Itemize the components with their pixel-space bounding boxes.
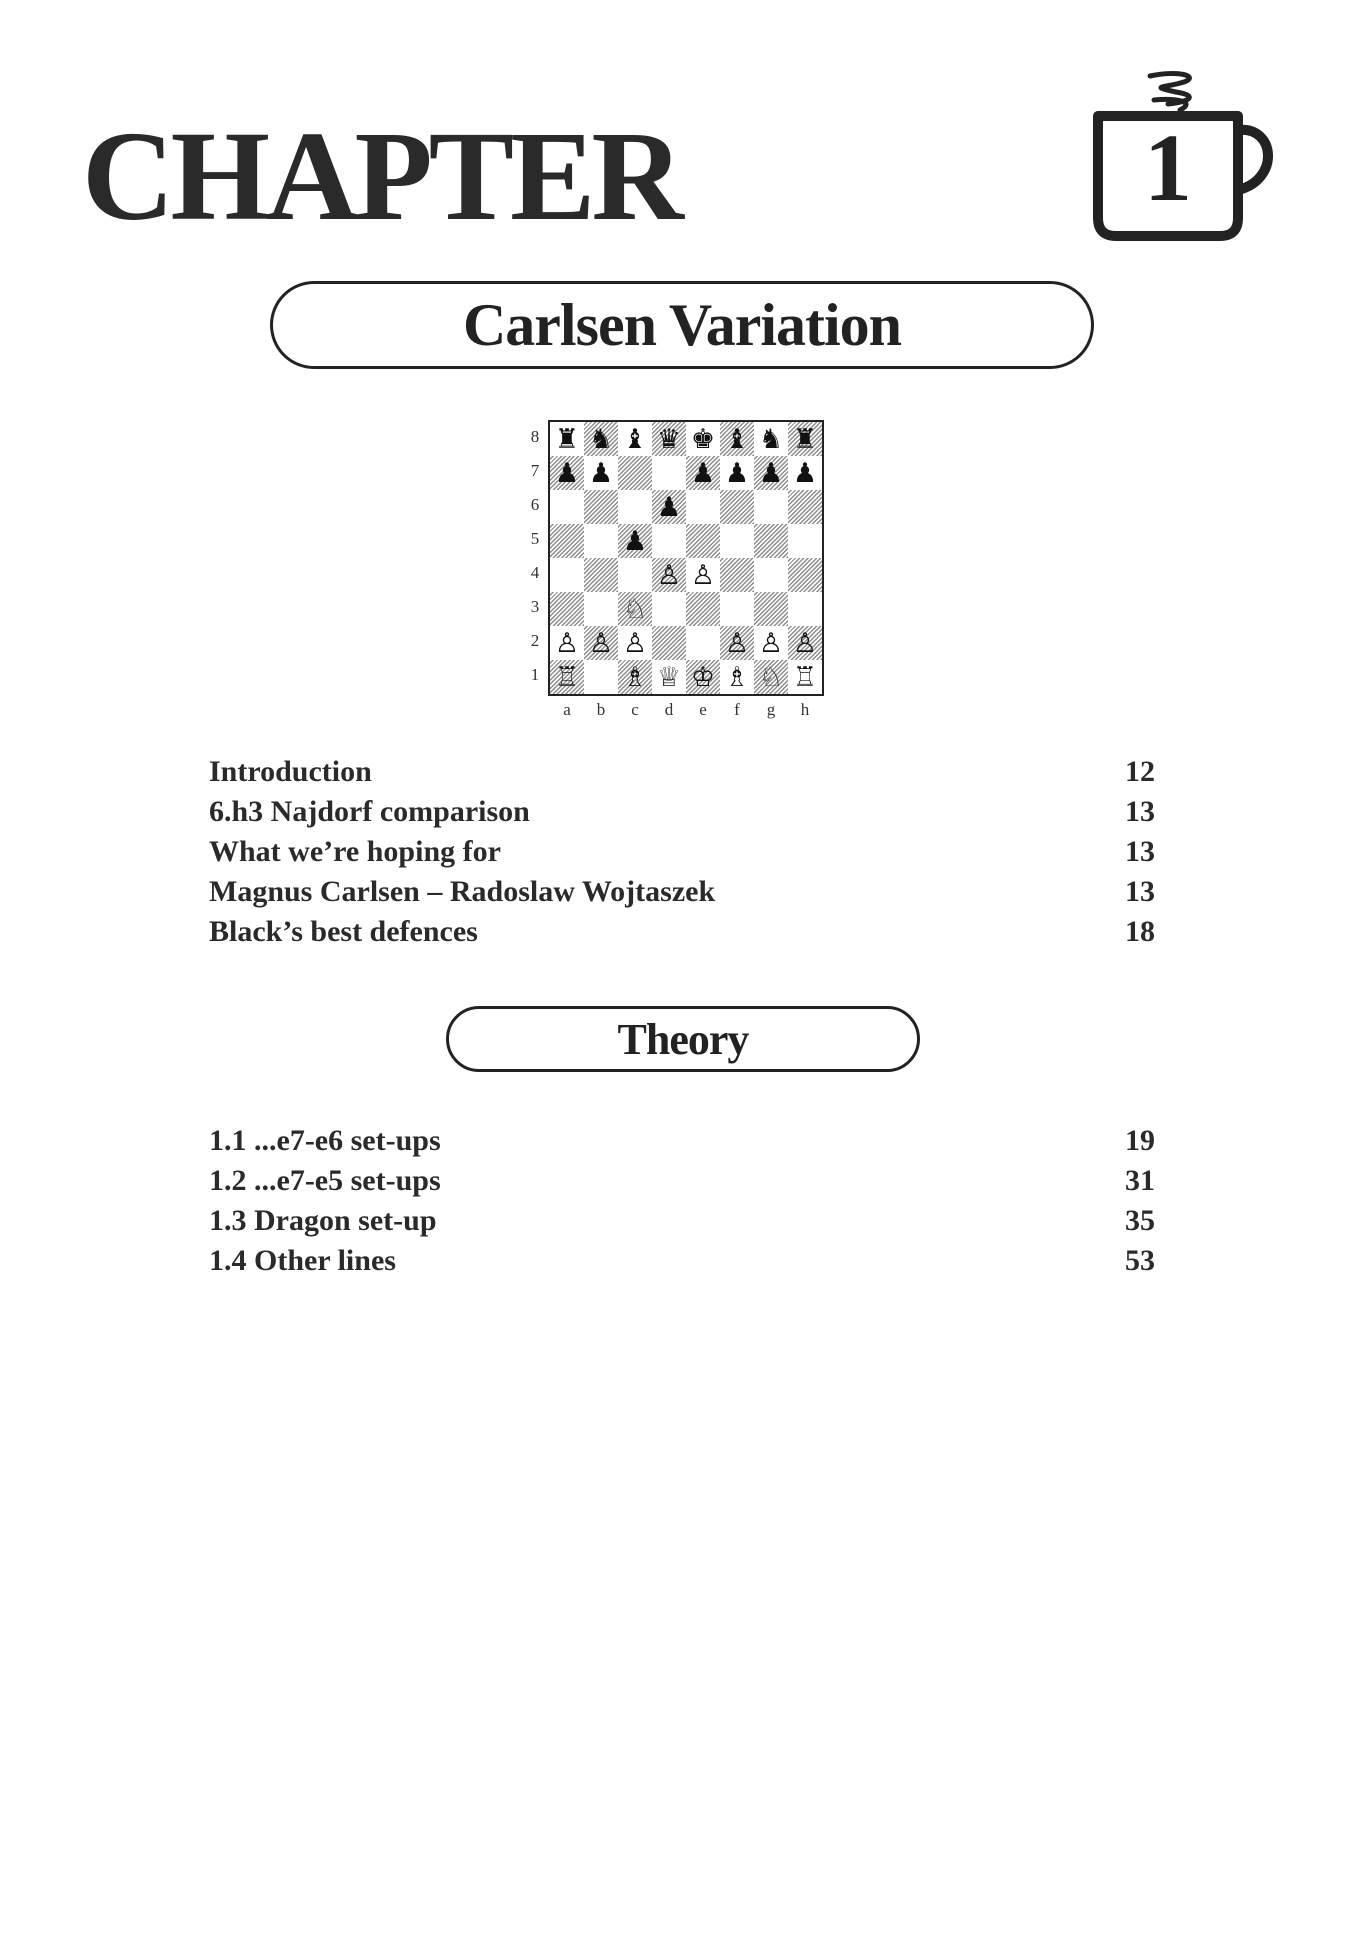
theory-entry bbox=[209, 1121, 1155, 1161]
square-d7 bbox=[652, 456, 686, 490]
entry-label: Magnus Carlsen – Radoslaw Wojtaszek bbox=[209, 875, 716, 908]
file-label: d bbox=[664, 700, 674, 719]
square-g3 bbox=[754, 592, 788, 626]
entry-page: 13 bbox=[1125, 835, 1155, 868]
square-c3 bbox=[618, 592, 652, 626]
chess-piece: ♔ bbox=[690, 661, 716, 693]
chess-piece: ♞ bbox=[758, 423, 784, 455]
square-g6 bbox=[754, 490, 788, 524]
square-b2 bbox=[584, 626, 618, 660]
entry-label: 1.2 ...e7-e5 set-ups bbox=[209, 1164, 441, 1197]
chess-piece: ♘ bbox=[758, 661, 784, 693]
square-a3 bbox=[550, 592, 584, 626]
chess-piece: ♖ bbox=[792, 661, 818, 693]
rank-label: 6 bbox=[530, 495, 540, 514]
rank-label: 5 bbox=[530, 529, 540, 548]
square-g2 bbox=[754, 626, 788, 660]
square-d2 bbox=[652, 626, 686, 660]
square-d3 bbox=[652, 592, 686, 626]
square-f8 bbox=[720, 422, 754, 456]
entry-page: 18 bbox=[1125, 915, 1155, 948]
square-c2 bbox=[618, 626, 652, 660]
square-g5 bbox=[754, 524, 788, 558]
rank-label: 4 bbox=[530, 563, 540, 582]
chess-piece: ♙ bbox=[758, 627, 784, 659]
theory-title-banner bbox=[446, 1006, 920, 1072]
square-b6 bbox=[584, 490, 618, 524]
entry-page: 35 bbox=[1125, 1204, 1155, 1237]
square-h5 bbox=[788, 524, 822, 558]
file-label: b bbox=[596, 700, 606, 719]
chess-piece: ♗ bbox=[724, 661, 750, 693]
square-e6 bbox=[686, 490, 720, 524]
contents-entry bbox=[209, 912, 1155, 952]
square-h4 bbox=[788, 558, 822, 592]
chess-piece: ♕ bbox=[656, 661, 682, 693]
square-e3 bbox=[686, 592, 720, 626]
contents-entry bbox=[209, 832, 1155, 872]
chess-piece: ♝ bbox=[724, 423, 750, 455]
square-f4 bbox=[720, 558, 754, 592]
square-h3 bbox=[788, 592, 822, 626]
square-c8 bbox=[618, 422, 652, 456]
square-c5 bbox=[618, 524, 652, 558]
entry-label: 1.4 Other lines bbox=[209, 1244, 396, 1277]
square-c7 bbox=[618, 456, 652, 490]
rank-label: 7 bbox=[530, 461, 540, 480]
entry-label: Black’s best defences bbox=[209, 915, 478, 948]
rank-labels bbox=[526, 420, 544, 692]
file-label: a bbox=[563, 700, 571, 719]
square-f5 bbox=[720, 524, 754, 558]
square-f2 bbox=[720, 626, 754, 660]
square-e4 bbox=[686, 558, 720, 592]
chess-piece: ♚ bbox=[690, 423, 716, 455]
entry-page: 13 bbox=[1125, 875, 1155, 908]
rank-label: 3 bbox=[530, 597, 540, 616]
chess-piece: ♟ bbox=[622, 525, 648, 557]
file-label: h bbox=[800, 700, 810, 719]
chess-piece: ♜ bbox=[554, 423, 580, 455]
theory-list bbox=[209, 1121, 1155, 1281]
square-d8 bbox=[652, 422, 686, 456]
square-a2 bbox=[550, 626, 584, 660]
square-b1 bbox=[584, 660, 618, 694]
square-h8 bbox=[788, 422, 822, 456]
file-label: e bbox=[699, 700, 707, 719]
theory-entry bbox=[209, 1241, 1155, 1281]
square-f1 bbox=[720, 660, 754, 694]
entry-label: 1.1 ...e7-e6 set-ups bbox=[209, 1124, 441, 1157]
square-d1 bbox=[652, 660, 686, 694]
square-g7 bbox=[754, 456, 788, 490]
chess-piece: ♟ bbox=[792, 457, 818, 489]
square-g1 bbox=[754, 660, 788, 694]
square-e5 bbox=[686, 524, 720, 558]
square-c1 bbox=[618, 660, 652, 694]
square-h1 bbox=[788, 660, 822, 694]
theory-entry bbox=[209, 1201, 1155, 1241]
chess-piece: ♙ bbox=[792, 627, 818, 659]
chess-piece: ♙ bbox=[588, 627, 614, 659]
chess-piece: ♛ bbox=[656, 423, 682, 455]
square-e8 bbox=[686, 422, 720, 456]
square-f6 bbox=[720, 490, 754, 524]
contents-entry bbox=[209, 872, 1155, 912]
chess-piece: ♟ bbox=[690, 457, 716, 489]
square-a6 bbox=[550, 490, 584, 524]
entry-label: 6.h3 Najdorf comparison bbox=[209, 795, 530, 828]
square-h6 bbox=[788, 490, 822, 524]
square-a5 bbox=[550, 524, 584, 558]
chess-piece: ♗ bbox=[622, 661, 648, 693]
chess-piece: ♙ bbox=[690, 559, 716, 591]
entry-page: 53 bbox=[1125, 1244, 1155, 1277]
file-label: g bbox=[766, 700, 776, 719]
entry-label: What we’re hoping for bbox=[209, 835, 501, 868]
section-title-banner bbox=[270, 281, 1094, 369]
chess-piece: ♞ bbox=[588, 423, 614, 455]
square-a1 bbox=[550, 660, 584, 694]
theory-entry bbox=[209, 1161, 1155, 1201]
square-h2 bbox=[788, 626, 822, 660]
chapter-heading: CHAPTER bbox=[82, 105, 680, 247]
file-label: c bbox=[631, 700, 639, 719]
chess-piece: ♟ bbox=[724, 457, 750, 489]
square-b5 bbox=[584, 524, 618, 558]
square-e2 bbox=[686, 626, 720, 660]
chess-diagram bbox=[520, 416, 840, 726]
entry-label: 1.3 Dragon set-up bbox=[209, 1204, 437, 1237]
square-b4 bbox=[584, 558, 618, 592]
chess-piece: ♖ bbox=[554, 661, 580, 693]
square-e7 bbox=[686, 456, 720, 490]
square-a7 bbox=[550, 456, 584, 490]
theory-title: Theory bbox=[617, 1014, 749, 1064]
square-d6 bbox=[652, 490, 686, 524]
square-d4 bbox=[652, 558, 686, 592]
chess-piece: ♙ bbox=[622, 627, 648, 659]
entry-page: 19 bbox=[1125, 1124, 1155, 1157]
square-a4 bbox=[550, 558, 584, 592]
chess-piece: ♙ bbox=[724, 627, 750, 659]
chess-piece: ♟ bbox=[758, 457, 784, 489]
chess-piece: ♟ bbox=[656, 491, 682, 523]
square-d5 bbox=[652, 524, 686, 558]
contents-list bbox=[209, 752, 1155, 952]
section-title: Carlsen Variation bbox=[462, 291, 902, 358]
square-e1 bbox=[686, 660, 720, 694]
file-label: f bbox=[734, 700, 740, 719]
entry-page: 13 bbox=[1125, 795, 1155, 828]
rank-label: 2 bbox=[530, 631, 540, 650]
chess-piece: ♙ bbox=[656, 559, 682, 591]
square-c6 bbox=[618, 490, 652, 524]
square-g4 bbox=[754, 558, 788, 592]
chess-piece: ♟ bbox=[554, 457, 580, 489]
rank-label: 8 bbox=[530, 427, 540, 446]
chess-piece: ♟ bbox=[588, 457, 614, 489]
contents-entry bbox=[209, 752, 1155, 792]
square-b3 bbox=[584, 592, 618, 626]
entry-page: 12 bbox=[1125, 755, 1155, 788]
chapter-number: 1 bbox=[1144, 114, 1192, 221]
file-labels bbox=[550, 698, 822, 722]
rank-label: 1 bbox=[530, 665, 540, 684]
chess-piece: ♘ bbox=[622, 593, 648, 625]
square-c4 bbox=[618, 558, 652, 592]
square-f7 bbox=[720, 456, 754, 490]
square-b8 bbox=[584, 422, 618, 456]
chess-piece: ♜ bbox=[792, 423, 818, 455]
entry-page: 31 bbox=[1125, 1164, 1155, 1197]
square-b7 bbox=[584, 456, 618, 490]
entry-label: Introduction bbox=[209, 755, 372, 788]
chess-piece: ♝ bbox=[622, 423, 648, 455]
contents-entry bbox=[209, 792, 1155, 832]
square-g8 bbox=[754, 422, 788, 456]
square-h7 bbox=[788, 456, 822, 490]
square-f3 bbox=[720, 592, 754, 626]
chess-piece: ♙ bbox=[554, 627, 580, 659]
square-a8 bbox=[550, 422, 584, 456]
chess-board bbox=[548, 420, 824, 696]
